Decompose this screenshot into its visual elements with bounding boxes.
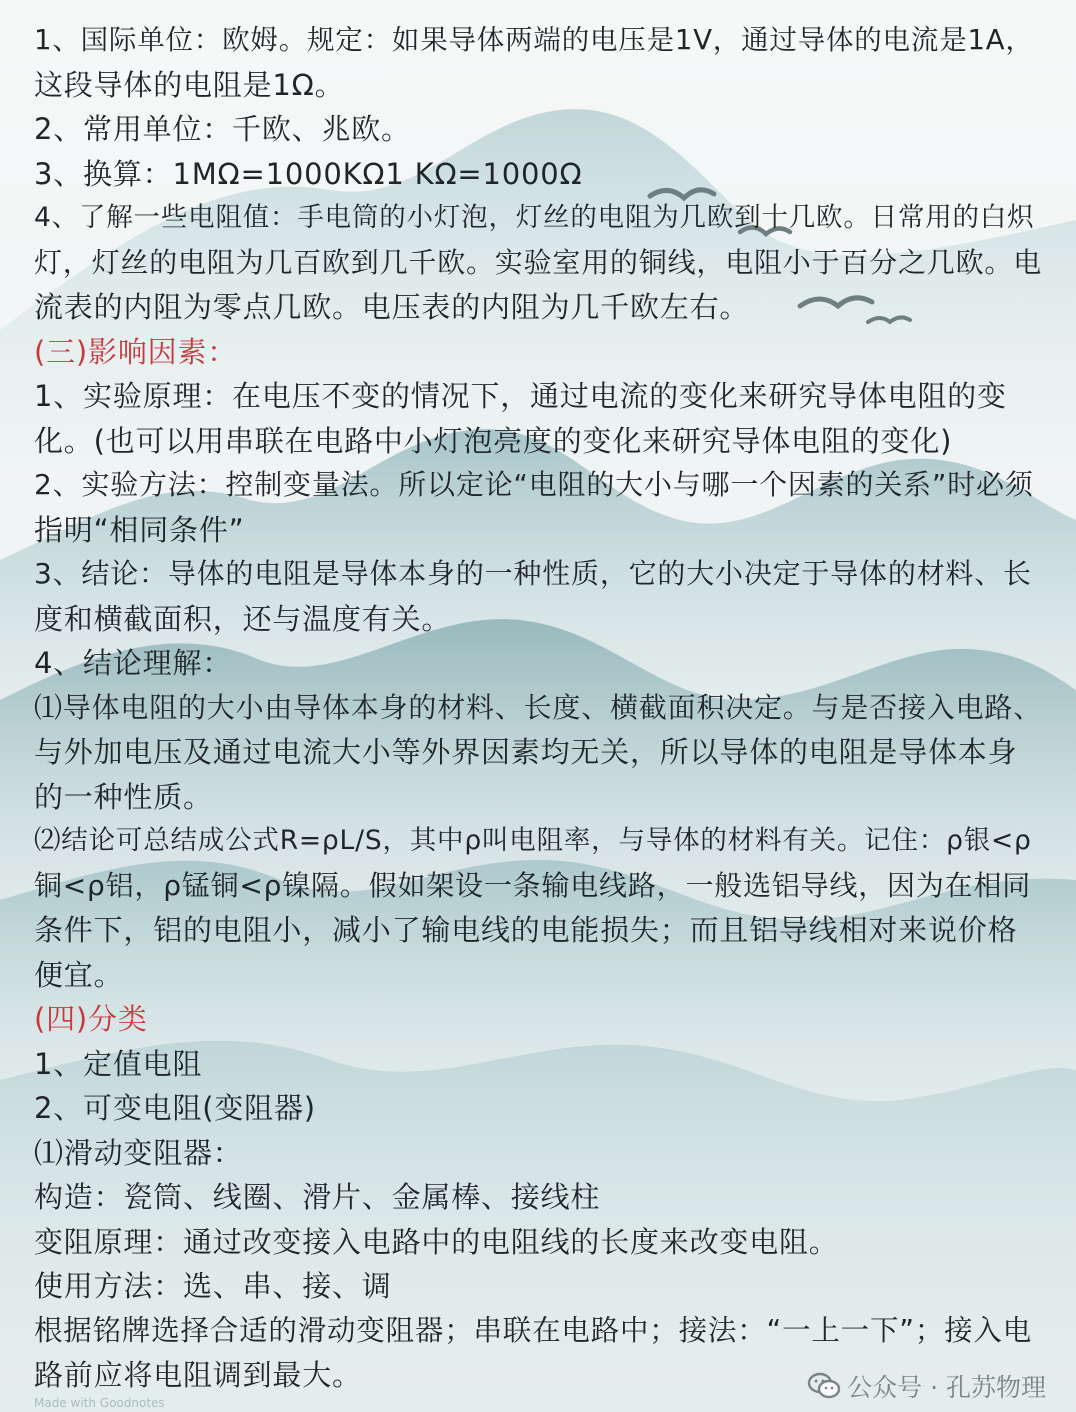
note-line: ⑴滑动变阻器： <box>34 1135 243 1170</box>
note-line: 铜<ρ铝，ρ锰铜<ρ镍隔。假如架设一条输电线路，一般选铝导线，因为在相同 <box>34 868 1032 902</box>
note-line: 1、国际单位：欧姆。规定：如果导体两端的电压是1V，通过导体的电流是1A， <box>34 24 1034 56</box>
note-line: 流表的内阻为零点几欧。电压表的内阻为几千欧左右。 <box>34 290 750 324</box>
note-line: 根据铭牌选择合适的滑动变阻器；串联在电路中；接法：“一上一下”；接入电 <box>34 1313 1033 1347</box>
wechat-icon <box>807 1372 841 1400</box>
note-line: 条件下，铝的电阻小，减小了输电线的电能损失；而且铝导线相对来说价格 <box>34 913 1018 947</box>
note-line: 化。(也可以用串联在电路中小灯泡亮度的变化来研究导体电阻的变化) <box>34 423 953 458</box>
note-content <box>34 18 1044 1398</box>
note-line: 便宜。 <box>34 957 124 992</box>
note-line: ⑴导体电阻的大小由导体本身的材料、长度、横截面积决定。与是否接入电路、 <box>34 690 1043 724</box>
note-line: 3、换算：1MΩ=1000KΩ1 KΩ=1000Ω <box>34 156 583 191</box>
note-line: 路前应将电阻调到最大。 <box>34 1358 362 1392</box>
account-watermark <box>807 1368 1046 1404</box>
note-line: 1、定值电阻 <box>34 1046 203 1081</box>
note-line: 的一种性质。 <box>34 779 213 814</box>
note-line: ⑵结论可总结成公式R=ρL/S，其中ρ叫电阻率，与导体的材料有关。记住：ρ银<ρ <box>34 825 1032 856</box>
note-line: 灯，灯丝的电阻为几百欧到几千欧。实验室用的铜线，电阻小于百分之几欧。电 <box>34 245 1043 279</box>
note-line: 2、实验方法：控制变量法。所以定论“电阻的大小与哪一个因素的关系”时必须 <box>34 468 1034 501</box>
note-line: 2、可变电阻(变阻器) <box>34 1091 316 1125</box>
note-line: 指明“相同条件” <box>34 512 245 547</box>
note-line: 使用方法：选、串、接、调 <box>34 1269 392 1303</box>
note-line: 与外加电压及通过电流大小等外界因素均无关，所以导体的电阻是导体本身 <box>34 735 1018 769</box>
note-line: 3、结论：导体的电阻是导体本身的一种性质，它的大小决定于导体的材料、长 <box>34 557 1032 590</box>
note-line: 4、了解一些电阻值：手电筒的小灯泡，灯丝的电阻为几欧到十几欧。日常用的白炽 <box>34 202 1035 233</box>
note-line: 4、结论理解： <box>34 646 233 680</box>
note-line: 度和横截面积，还与温度有关。 <box>34 601 452 636</box>
section-heading: (三)影响因素： <box>34 334 238 369</box>
note-line: 2、常用单位：千欧、兆欧。 <box>34 112 411 146</box>
note-line: 1、实验原理：在电压不变的情况下，通过电流的变化来研究导体电阻的变 <box>34 379 1007 413</box>
note-line: 这段导体的电阻是1Ω。 <box>34 67 345 102</box>
goodnotes-mark: Made with Goodnotes <box>34 1396 165 1410</box>
section-heading: (四)分类 <box>34 1002 148 1036</box>
watermark-text: 公众号 · 孔苏物理 <box>847 1373 1046 1402</box>
note-line: 构造：瓷筒、线圈、滑片、金属棒、接线柱 <box>34 1180 601 1214</box>
note-line: 变阻原理：通过改变接入电路中的电阻线的长度来改变电阻。 <box>34 1224 839 1259</box>
